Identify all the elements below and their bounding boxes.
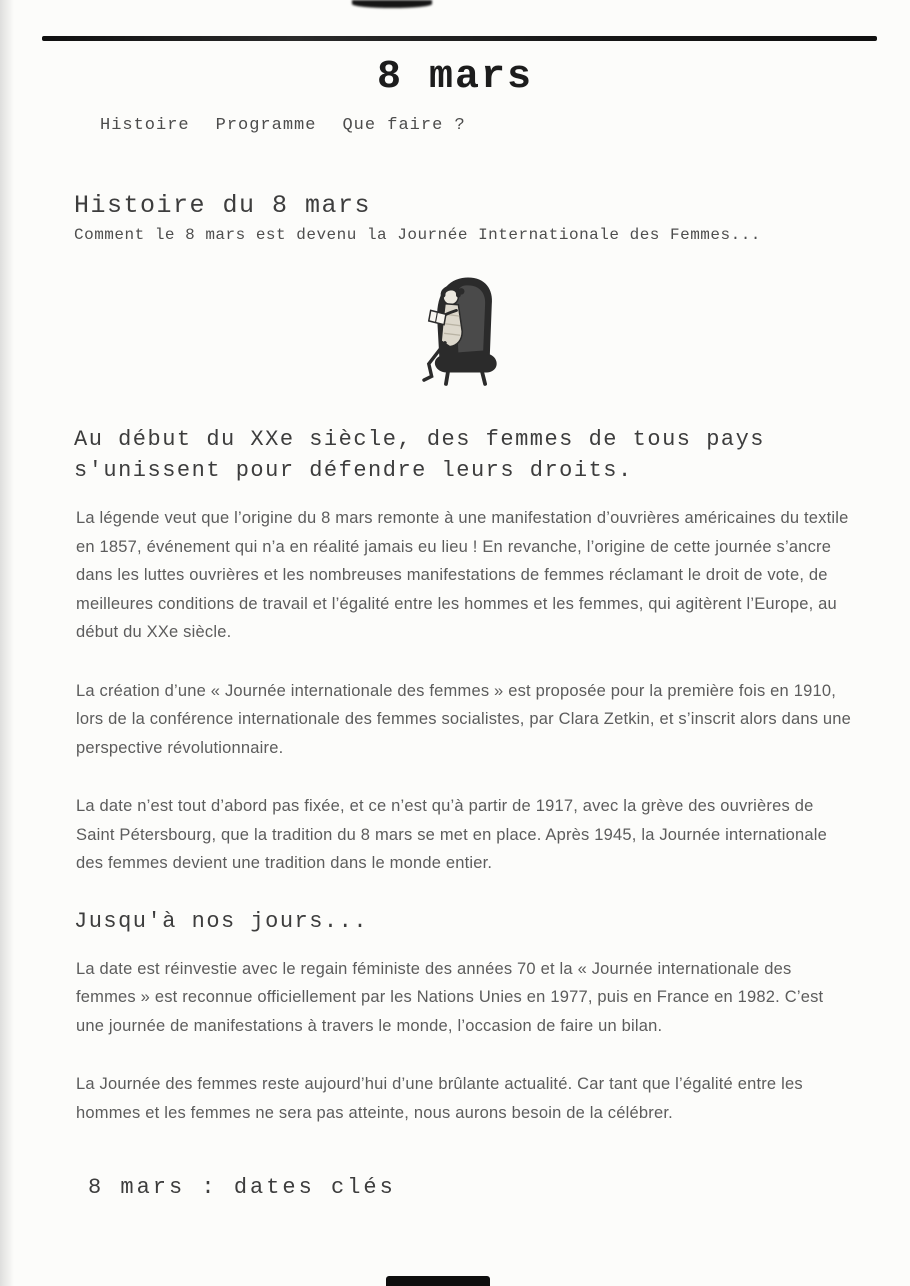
dates-cles-heading: 8 mars : dates clés — [88, 1175, 396, 1200]
nav-link-que-faire[interactable]: Que faire ? — [342, 116, 466, 135]
histoire-section-subheading: Comment le 8 mars est devenu la Journée Internationale des Femmes... — [74, 226, 761, 244]
nav-link-histoire[interactable]: Histoire — [100, 116, 190, 135]
histoire-section-heading: Histoire du 8 mars — [74, 191, 372, 220]
main-nav — [100, 116, 910, 135]
nav-link-programme[interactable]: Programme — [215, 116, 317, 135]
scan-artifact-top — [352, 0, 432, 8]
scan-artifact-bottom — [386, 1276, 490, 1286]
paragraph-tradition: La date n’est tout d’abord pas fixée, et ce n’est qu’à partir de 1917, avec la grève des ouvrières de Saint Pétersbourg, que la tradition du 8 mars se met en place. Après 1945, la Journée internationale des femmes devient une tradition dans le monde entier. — [76, 797, 828, 872]
paragraph-legende: La légende veut que l’origine du 8 mars remonte à une manifestation d’ouvrières américaines du textile en 1857, événement qui n’a en réalité jamais eu lieu ! En revanche, l’origine de cette journée s’ancre dans les luttes ouvrières et les nombreuses manifestations de femmes réclamant le droit de vote, de meilleures conditions de travail et l’égalité entre les hommes et les femmes, qui agitèrent l’Europe, au début du XXe siècle. — [76, 509, 849, 641]
paragraph-creation: La création d’une « Journée internationale des femmes » est proposée pour la première fois en 1910, lors de la conférence internationale des femmes socialistes, par Clara Zetkin, et s’inscrit alors dans une perspective révolutionnaire. — [76, 681, 852, 757]
paragraph-actualite: La Journée des femmes reste aujourd’hui d’une brûlante actualité. Car tant que l’égalité entre les hommes et les femmes ne sera pas atteinte, nous aurons besoin de la célébrer. — [76, 1075, 803, 1122]
paragraph-reinvestie: La date est réinvestie avec le regain féministe des années 70 et la « Journée internationale des femmes » est reconnue officiellement par les Nations Unies en 1977, puis en France en 1982. C’est une journée de manifestations à travers le monde, l’occasion de faire un bilan. — [76, 959, 824, 1035]
page-title: 8 mars — [376, 55, 534, 100]
jours-heading: Jusqu'à nos jours... — [74, 908, 369, 934]
top-horizontal-rule — [42, 36, 877, 41]
woman-reading-armchair-illustration — [400, 272, 510, 392]
intro-heading: Au début du XXe siècle, des femmes de tous pays s'unissent pour défendre leurs droits. — [74, 427, 766, 483]
